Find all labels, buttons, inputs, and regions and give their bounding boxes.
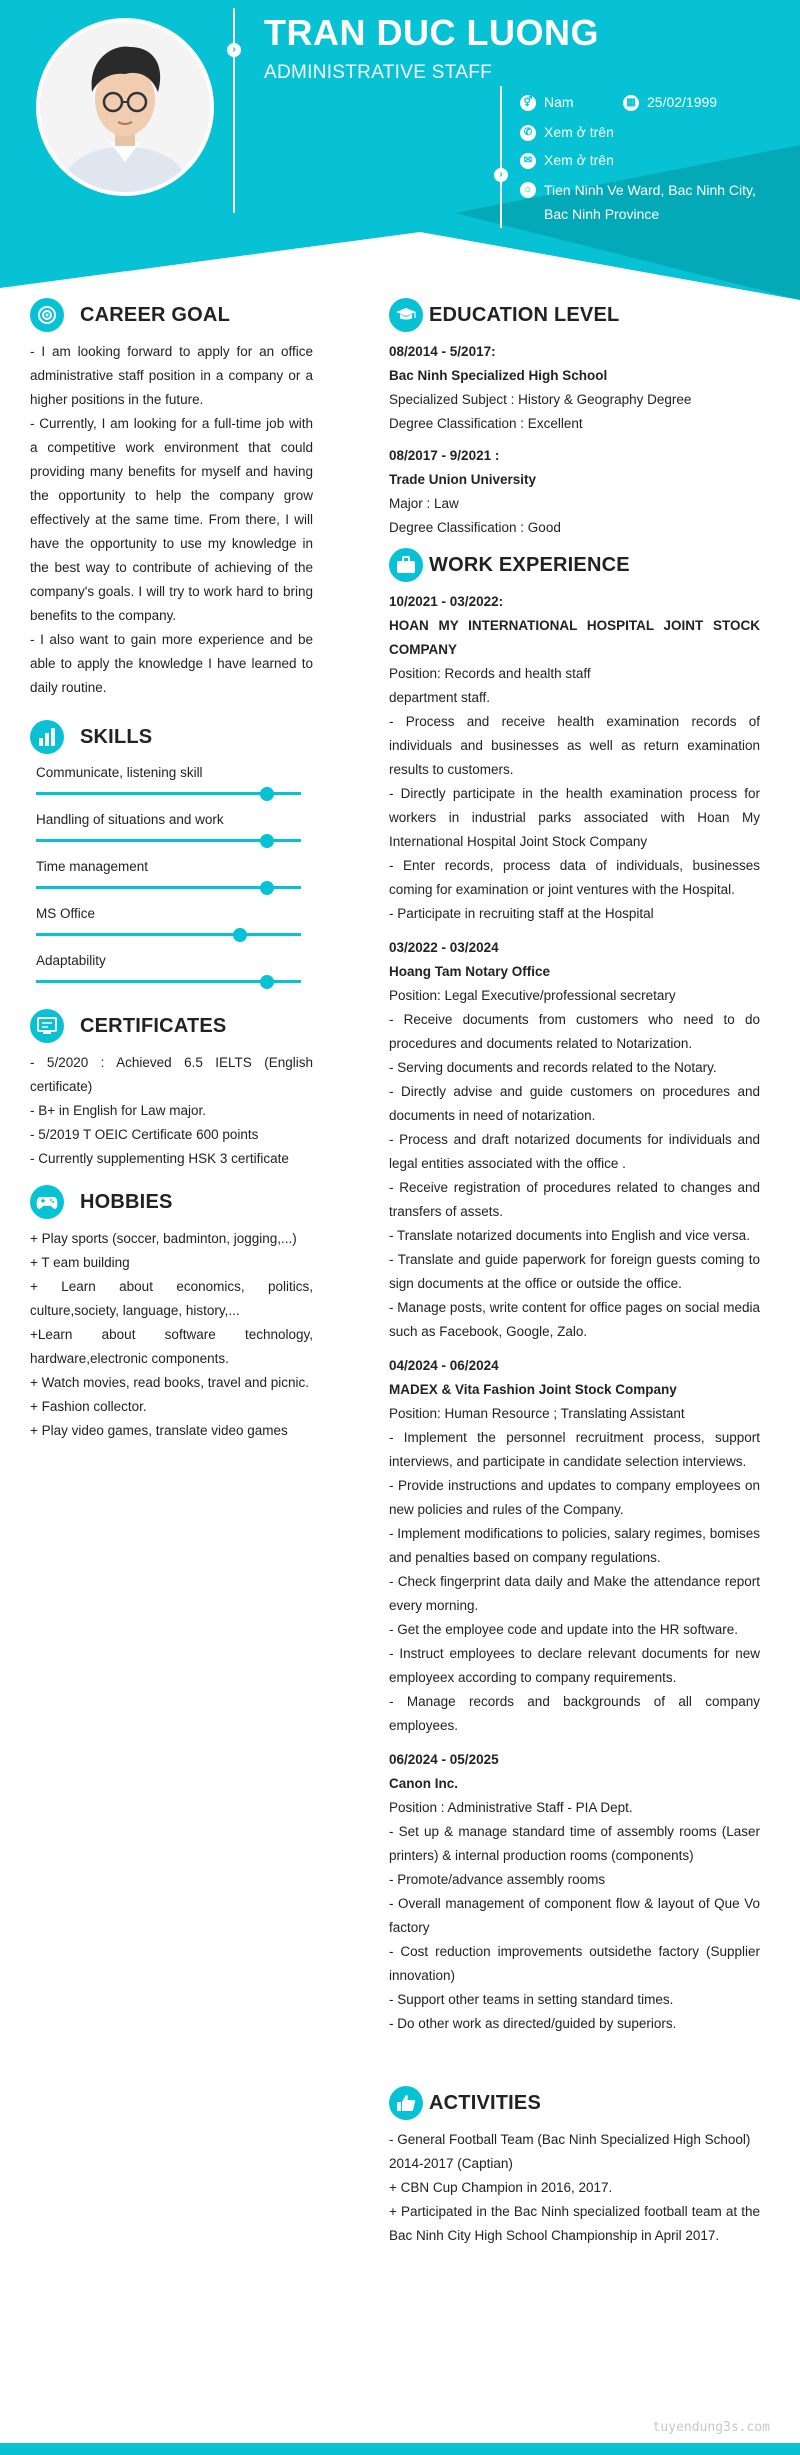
location-icon: ⌂ <box>520 182 536 198</box>
education-section <box>389 296 760 540</box>
gamepad-icon <box>30 1185 64 1219</box>
skill-bar <box>36 839 301 842</box>
skills-title: SKILLS <box>80 726 153 748</box>
gender-field: ⚥ Nam <box>520 94 574 111</box>
list-item: - B+ in English for Law major. <box>30 1103 206 1118</box>
list-item: + Play sports (soccer, badminton, jogging,...) <box>30 1231 297 1246</box>
header-divider <box>233 8 235 213</box>
list-item: - 5/2020 : Achieved 6.5 IELTS (English certificate) <box>30 1055 313 1094</box>
work-section <box>389 546 760 2036</box>
skills-list <box>30 762 313 997</box>
certificates-section <box>30 1007 313 1171</box>
career-goal-section <box>30 296 313 700</box>
list-item: + Learn about economics, politics, culture,society, language, history,... <box>30 1279 313 1318</box>
profile-photo <box>36 18 214 196</box>
career-goal-text: - I am looking forward to apply for an office administrative staff position in a company or a higher positions in the future. - Currently, I am looking for a full-time job with a competitive work environment that could providing many benefits for myself and having the opportunity to help the company grow effectively at the same time. From there, I will have the opportunity to use my knowledge in the best way to contribute of achieving of the company's goals. I will try to work hard to bring benefits to the company. - I also want to gain more experience and be able to apply the knowledge I have learned to daily routine. <box>30 344 313 695</box>
gender-icon: ⚥ <box>520 95 536 111</box>
right-column <box>389 296 760 2248</box>
hobbies-section <box>30 1183 313 1443</box>
education-entry: 08/2014 - 5/2017: Bac Ninh Specialized High School Specialized Subject : History & Geography Degree Degree Classification : Excellent <box>389 344 692 431</box>
skill-level-marker <box>260 787 274 801</box>
briefcase-icon <box>389 548 423 582</box>
job-entry: 03/2022 - 03/2024 Hoang Tam Notary Office Position: Legal Executive/professional secretary - Receive documents from customers who need to do procedures and documents related to Notarization. - Serving documents and records related to the Notary. - Directly advise and guide customers on procedures and documents in need of notarization. - Process and draft notarized documents for individuals and legal entities associated with the office . - Receive registration of procedures related to changes and transfers of assets. - Translate notarized documents into English and vice versa. - Translate and guide paperwork for foreign guests coming to sign documents at the office or outside the office. - Manage posts, write content for office pages on social media such as Facebook, Google, Zalo. <box>389 940 760 1339</box>
list-item: + Participated in the Bac Ninh specialized football team at the Bac Ninh City High School Championship in April 2017. <box>389 2204 760 2243</box>
thumbs-up-icon <box>389 2086 423 2120</box>
calendar-icon: ▦ <box>623 95 639 111</box>
list-item: - Currently supplementing HSK 3 certificate <box>30 1151 289 1166</box>
skill-level-marker <box>260 975 274 989</box>
certificate-icon <box>30 1009 64 1043</box>
list-item: + Play video games, translate video games <box>30 1423 288 1438</box>
job-entry: 04/2024 - 06/2024 MADEX & Vita Fashion Joint Stock Company Position: Human Resource ; Translating Assistant - Implement the personnel recruitment process, support interviews, and participate in candidate selection interviews. - Provide instructions and updates to company employees on new policies and rules of the Company. - Implement modifications to policies, salary regimes, bomises and penalties based on company regulations. - Check fingerprint data daily and Make the attendance report every morning. - Get the employee code and update into the HR software. - Instruct employees to declare relevant documents for new employeex according to company requirements. - Manage records and backgrounds of all company employees. <box>389 1358 760 1733</box>
list-item: + Watch movies, read books, travel and picnic. <box>30 1375 310 1390</box>
skill-level-marker <box>233 928 247 942</box>
candidate-position: ADMINISTRATIVE STAFF <box>264 62 493 83</box>
list-item: + Fashion collector. <box>30 1399 147 1414</box>
phone-field: ✆ Xem ở trên <box>520 124 614 141</box>
skills-section <box>30 718 313 997</box>
list-item: + T eam building <box>30 1255 130 1270</box>
skill-level-marker <box>260 834 274 848</box>
bar-chart-icon <box>30 720 64 754</box>
left-column <box>30 296 313 1443</box>
education-title: EDUCATION LEVEL <box>429 304 620 326</box>
career-goal-title: CAREER GOAL <box>80 304 230 326</box>
education-entry: 08/2017 - 9/2021 : Trade Union University Major : Law Degree Classification : Good <box>389 448 561 535</box>
skill-bar <box>36 792 301 795</box>
list-item: - 5/2019 T OEIC Certificate 600 points <box>30 1127 259 1142</box>
skill-item: MS Office <box>36 903 313 950</box>
chevron-right-icon: › <box>494 168 508 182</box>
certificates-title: CERTIFICATES <box>80 1015 227 1037</box>
job-entry: 10/2021 - 03/2022: HOAN MY INTERNATIONAL HOSPITAL JOINT STOCK COMPANY Position: Records and health staff department staff. - Process and receive health examination records of individuals and businesses as well as return examination results to customers. - Directly participate in the health examination process for workers in industrial parks associated with Hoan My International Hospital Joint Stock Company - Enter records, process data of individuals, businesses coming for examination or joint ventures with the Hospital. - Participate in recruiting staff at the Hospital <box>389 594 760 921</box>
list-item: +Learn about software technology, hardware,electronic components. <box>30 1327 313 1366</box>
skill-item: Adaptability <box>36 950 313 997</box>
chevron-right-icon: › <box>227 43 241 57</box>
dob-field: ▦ 25/02/1999 <box>623 94 717 111</box>
watermark: tuyendung3s.com <box>652 2420 770 2435</box>
activities-title: ACTIVITIES <box>429 2092 542 2114</box>
email-icon: ✉ <box>520 153 536 169</box>
target-icon <box>30 298 64 332</box>
list-item: - General Football Team (Bac Ninh Specialized High School) 2014-2017 (Captian) <box>389 2132 751 2171</box>
graduation-cap-icon <box>389 298 423 332</box>
skill-item: Communicate, listening skill <box>36 762 313 809</box>
contact-divider <box>500 86 502 228</box>
skill-bar <box>36 980 301 983</box>
candidate-name: TRAN DUC LUONG <box>264 12 599 53</box>
hobbies-title: HOBBIES <box>80 1191 173 1213</box>
phone-icon: ✆ <box>520 125 536 141</box>
activities-section <box>389 2084 760 2248</box>
address-field: ⌂ Tien Ninh Ve Ward, Bac Ninh City, Bac Ninh Province <box>520 178 770 226</box>
skill-bar <box>36 886 301 889</box>
skill-item: Time management <box>36 856 313 903</box>
footer-bar <box>0 2443 800 2455</box>
work-title: WORK EXPERIENCE <box>429 554 630 576</box>
skill-item: Handling of situations and work <box>36 809 313 856</box>
certificates-list <box>30 1051 313 1171</box>
skill-bar <box>36 933 301 936</box>
job-entry: 06/2024 - 05/2025 Canon Inc. Position : Administrative Staff - PIA Dept. - Set up & manage standard time of assembly rooms (Laser printers) & internal production rooms (components) - Promote/advance assembly rooms - Overall management of component flow & layout of Que Vo factory - Cost reduction improvements outsidethe factory (Supplier innovation) - Support other teams in setting standard times. - Do other work as directed/guided by superiors. <box>389 1752 760 2031</box>
skill-level-marker <box>260 881 274 895</box>
cv-header <box>0 0 800 300</box>
email-field: ✉ Xem ở trên <box>520 152 614 169</box>
activities-list <box>389 2128 760 2248</box>
list-item: + CBN Cup Champion in 2016, 2017. <box>389 2180 613 2195</box>
hobbies-list <box>30 1227 313 1443</box>
